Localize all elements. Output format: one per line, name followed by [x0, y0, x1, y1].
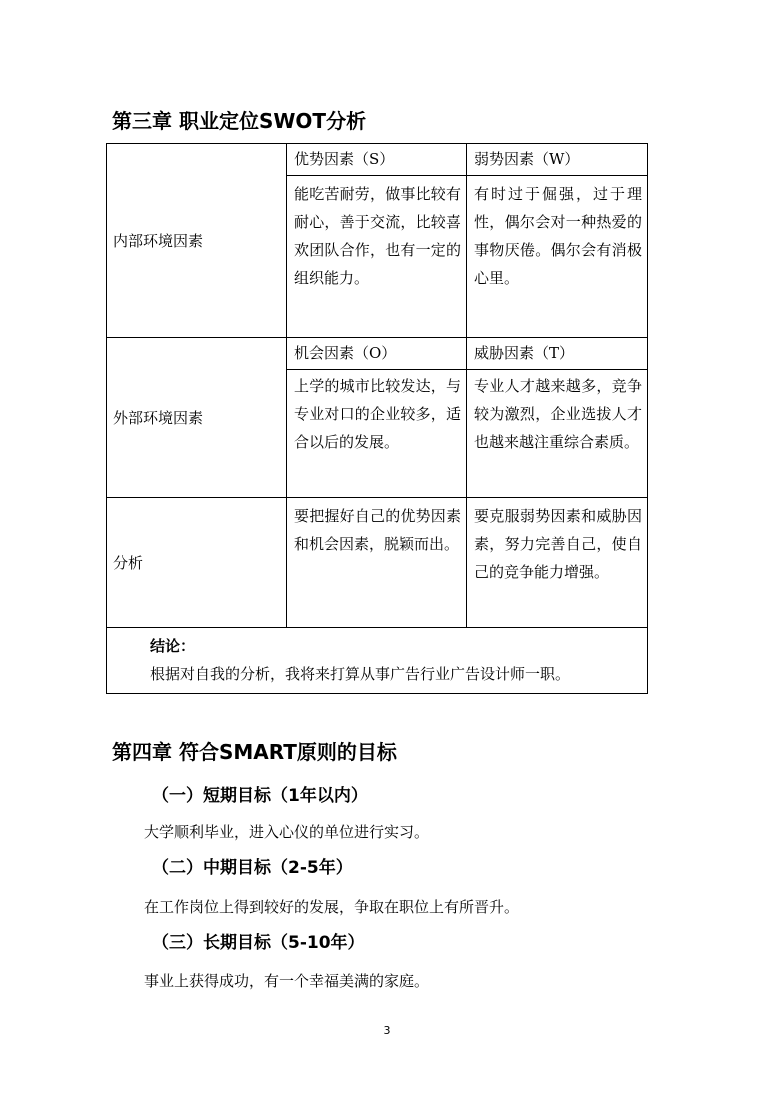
chapter-4-title: 第四章 符合SMART原则的目标: [112, 740, 397, 764]
external-factors-label: 外部环境因素: [107, 338, 287, 498]
chapter-3-title: 第三章 职业定位SWOT分析: [112, 109, 367, 133]
swot-table: [106, 143, 648, 694]
mid-term-goal-heading: （二）中期目标（2-5年）: [152, 858, 353, 878]
mid-term-goal-text: 在工作岗位上得到较好的发展，争取在职位上有所晋升。: [144, 898, 520, 916]
conclusion-title: 结论：: [150, 637, 196, 655]
short-term-goal-text: 大学顺利毕业，进入心仪的单位进行实习。: [144, 823, 430, 841]
internal-factors-label: 内部环境因素: [107, 144, 287, 338]
threats-header: 威胁因素（T）: [467, 338, 648, 370]
opportunities-text: 上学的城市比较发达，与专业对口的企业较多，适合以后的发展。: [287, 370, 467, 498]
short-term-goal-heading: （一）短期目标（1年以内）: [152, 786, 368, 806]
opportunities-header: 机会因素（O）: [287, 338, 467, 370]
long-term-goal-heading: （三）长期目标（5-10年）: [152, 933, 365, 953]
strengths-text: 能吃苦耐劳，做事比较有耐心，善于交流，比较喜欢团队合作，也有一定的组织能力。: [287, 176, 467, 338]
page-number: 3: [383, 1024, 391, 1037]
long-term-goal-text: 事业上获得成功，有一个幸福美满的家庭。: [144, 972, 430, 990]
analysis-right-text: 要克服弱势因素和威胁因素，努力完善自己，使自己的竞争能力增强。: [467, 498, 648, 628]
threats-text: 专业人才越来越多，竞争较为激烈，企业选拔人才也越来越注重综合素质。: [467, 370, 648, 498]
conclusion-text: 根据对自我的分析，我将来打算从事广告行业广告设计师一职。: [150, 665, 571, 683]
weaknesses-header: 弱势因素（W）: [467, 144, 648, 176]
conclusion-cell: [107, 628, 648, 694]
analysis-left-text: 要把握好自己的优势因素和机会因素，脱颖而出。: [287, 498, 467, 628]
analysis-label: 分析: [107, 498, 287, 628]
weaknesses-text: 有时过于倔强，过于理性，偶尔会对一种热爱的事物厌倦。偶尔会有消极心里。: [467, 176, 648, 338]
strengths-header: 优势因素（S）: [287, 144, 467, 176]
